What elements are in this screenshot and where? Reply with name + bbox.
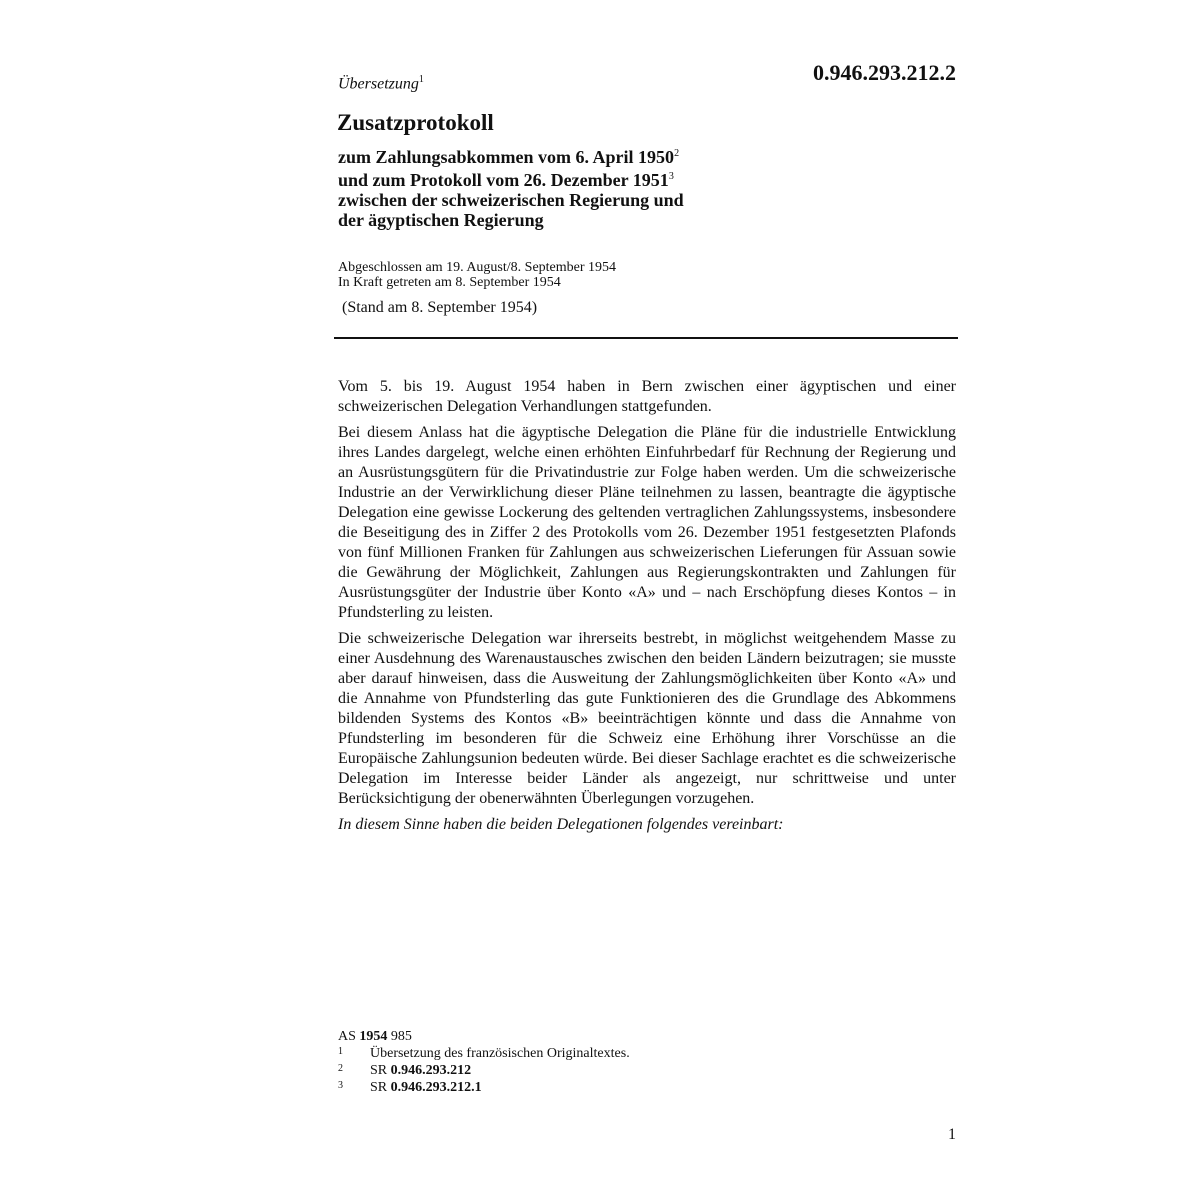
subtitle-line-2 [338, 167, 758, 190]
as-reference [338, 1028, 630, 1045]
as-year: 1954 [359, 1029, 388, 1044]
footnote-ref-2[interactable]: 2 [674, 148, 680, 159]
footnote-text: Übersetzung des französischen Originaltextes. [370, 1046, 630, 1061]
closing-statement: In diesem Sinne haben die beiden Delegationen folgendes vereinbart: [338, 816, 784, 833]
document-title: Zusatzprotokoll [337, 110, 494, 135]
footer-block [338, 1028, 630, 1096]
body-text [338, 377, 956, 841]
footnote-ref-1[interactable]: 1 [418, 74, 424, 85]
footnote-ref-3[interactable]: 3 [668, 171, 674, 182]
as-prefix: AS [338, 1029, 356, 1044]
footnote-prefix: SR [370, 1063, 388, 1078]
paragraph-1: Vom 5. bis 19. August 1954 haben in Bern zwischen einer ägyptischen und einer schweizerischen Delegation Verhandlungen stattgefunden. [338, 378, 956, 415]
subtitle-line-1-text: zum Zahlungsabkommen vom 6. April 1950 [338, 147, 675, 167]
sr-number: 0.946.293.212.2 [813, 60, 956, 85]
footnote-1 [338, 1045, 630, 1062]
footnote-2 [338, 1062, 630, 1079]
translation-label [338, 74, 424, 93]
paragraph-2: Bei diesem Anlass hat die ägyptische Delegation die Pläne für die industrielle Entwicklung ihres Landes dargelegt, welche einen erhöhten Einfuhrbedarf für Rechnung der Regierung und an Ausrüstungsgütern für die Privatindustrie zur Folge haben werden. Um die schweizerische Industrie an der Verwirklichung dieser Pläne teilnehmen zu lassen, beantragte die ägyptische Delegation eine gewisse Lockerung des geltenden vertraglichen Zahlungssystems, insbesondere die Beseitigung des in Ziffer 2 des Protokolls vom 26. Dezember 1951 festgesetzten Plafonds von fünf Millionen Franken für Zahlungen aus schweizerischen Lieferungen für Assuan sowie die Gewährung der Möglichkeit, Zahlungen aus Regierungskontrakten und Zahlungen für Ausrüstungsgüter der Industrie über Konto «A» und – nach Erschöpfung dieses Kontos – in Pfundsterling zu leisten. [338, 424, 956, 621]
footnote-prefix: SR [370, 1080, 388, 1095]
document-subtitle [338, 144, 758, 230]
in-force-date: In Kraft getreten am 8. September 1954 [338, 275, 561, 290]
page-number: 1 [948, 1126, 956, 1143]
footnote-3 [338, 1079, 630, 1096]
header-divider [334, 337, 958, 339]
as-page: 985 [390, 1029, 412, 1044]
footnote-sr-link[interactable]: 0.946.293.212.1 [390, 1080, 482, 1095]
footnote-text [370, 1062, 471, 1079]
subtitle-line-1 [338, 144, 758, 167]
footnote-number: 3 [338, 1080, 343, 1091]
document-meta [338, 260, 616, 290]
concluded-date: Abgeschlossen am 19. August/8. September 1954 [338, 260, 617, 275]
subtitle-line-2-text: und zum Protokoll vom 26. Dezember 1951 [338, 170, 669, 190]
footnote-text [370, 1079, 482, 1096]
translation-label-text: Übersetzung [338, 75, 419, 93]
subtitle-line-4: der ägyptischen Regierung [338, 210, 544, 230]
footnote-number: 2 [338, 1063, 343, 1074]
footnote-number: 1 [338, 1046, 343, 1057]
footnote-sr-link[interactable]: 0.946.293.212 [390, 1063, 472, 1078]
subtitle-line-3: zwischen der schweizerischen Regierung und [338, 190, 684, 210]
status-date: (Stand am 8. September 1954) [342, 299, 538, 316]
paragraph-3: Die schweizerische Delegation war ihrerseits bestrebt, in möglichst weitgehendem Masse zu einer Ausdehnung des Warenaustausches zwischen den beiden Ländern beizutragen; sie musste aber darauf hinweisen, dass die Ausweitung der Zahlungsmöglichkeiten über Konto «A» und die Annahme von Pfundsterling das gute Funktionieren des die Grundlage des Abkommens bildenden Systems des Kontos «B» beeinträchtigen könnte und dass die Annahme von Pfundsterling im besonderen für die Schweiz eine Erhöhung ihrer Vorschüsse an die Europäische Zahlungsunion bedeuten würde. Bei dieser Sachlage erachtet es die schweizerische Delegation im Interesse beider Länder als angezeigt, nur schrittweise und unter Berücksichtigung der obenerwähnten Überlegungen vorzugehen. [338, 630, 956, 807]
